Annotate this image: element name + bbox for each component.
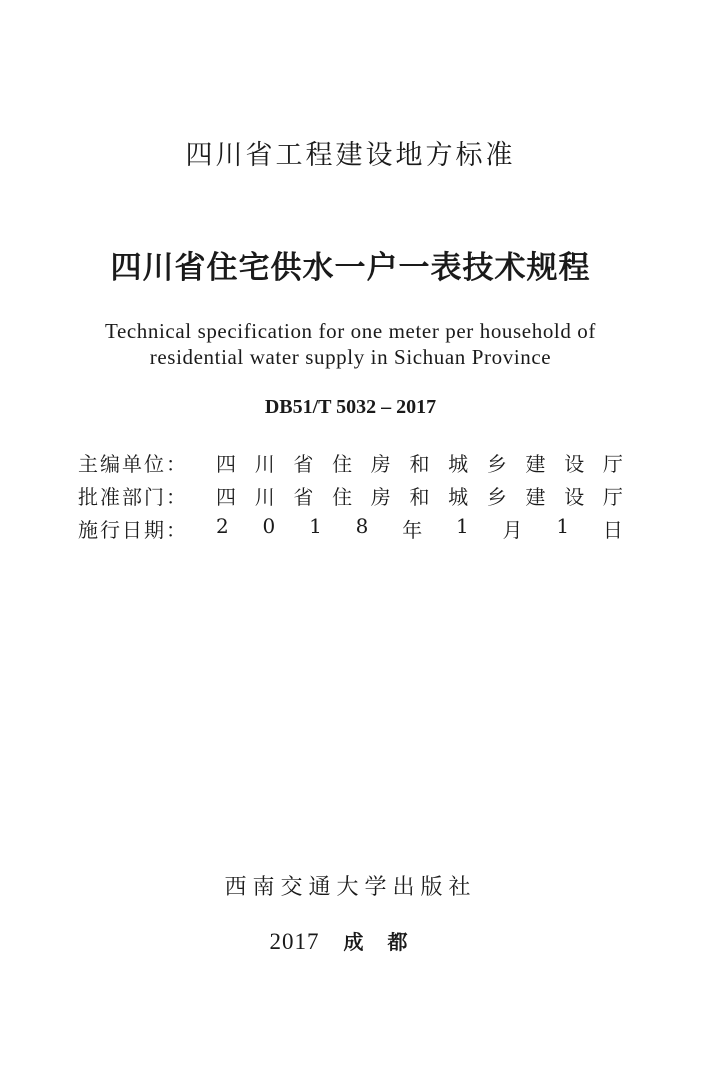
info-value-char: 建 [525,452,546,476]
info-value-char: 乡 [486,452,507,476]
info-label-editor: 主编单位： [78,452,188,476]
info-row-editor [78,448,626,481]
info-value-char: 房 [370,452,391,476]
info-value-char: 1 [309,514,322,538]
info-value-char: 1 [556,514,570,538]
info-value-char: 厅 [602,452,623,476]
info-value-char: 设 [564,485,585,509]
info-value-char: 省 [293,452,314,476]
info-value-char: 城 [448,452,469,476]
info-value-char: 月 [502,518,523,542]
info-row-approver [78,481,626,514]
info-value-char: 1 [456,514,469,538]
series-title: 四川省工程建设地方标准 [185,140,516,171]
info-value-approver [216,481,623,510]
main-title: 四川省住宅供水一户一表技术规程 [110,250,591,286]
info-value-char: 日 [602,518,623,542]
info-value-char: 住 [332,485,353,509]
info-value-char: 2 [216,514,229,538]
info-value-char: 建 [525,485,546,509]
info-value-char: 厅 [602,485,623,509]
info-label-effective-date: 施行日期： [78,518,188,542]
info-label-approver: 批准部门： [78,485,188,509]
info-value-char: 8 [355,514,369,538]
publication-year: 2017 [269,929,320,954]
info-value-char: 乡 [486,485,507,509]
info-row-effective-date [78,514,626,547]
info-value-char: 四 [216,485,236,509]
info-value-char: 城 [448,485,469,509]
publisher-name: 西南交通大学出版社 [224,875,477,900]
info-value-char: 设 [564,452,585,476]
info-value-char: 和 [409,452,430,476]
info-value-char: 和 [409,485,430,509]
info-value-char: 川 [254,485,275,509]
publication-line [0,926,701,955]
info-value-char: 省 [293,485,314,509]
english-title [40,318,661,370]
info-value-char: 房 [370,485,391,509]
info-value-char: 四 [216,452,236,476]
info-value-effective-date [216,514,623,543]
english-title-line-1: Technical specification for one meter per household of [105,319,596,343]
publication-city: 成都 [343,930,432,954]
info-table [78,448,626,547]
info-value-char: 住 [332,452,353,476]
english-title-line-2: residential water supply in Sichuan Province [149,345,552,369]
info-value-char: 川 [254,452,275,476]
info-value-char: 0 [262,514,276,538]
info-value-editor [216,448,623,477]
info-value-char: 年 [402,518,423,542]
standard-code: DB51/T 5032 – 2017 [264,396,437,418]
